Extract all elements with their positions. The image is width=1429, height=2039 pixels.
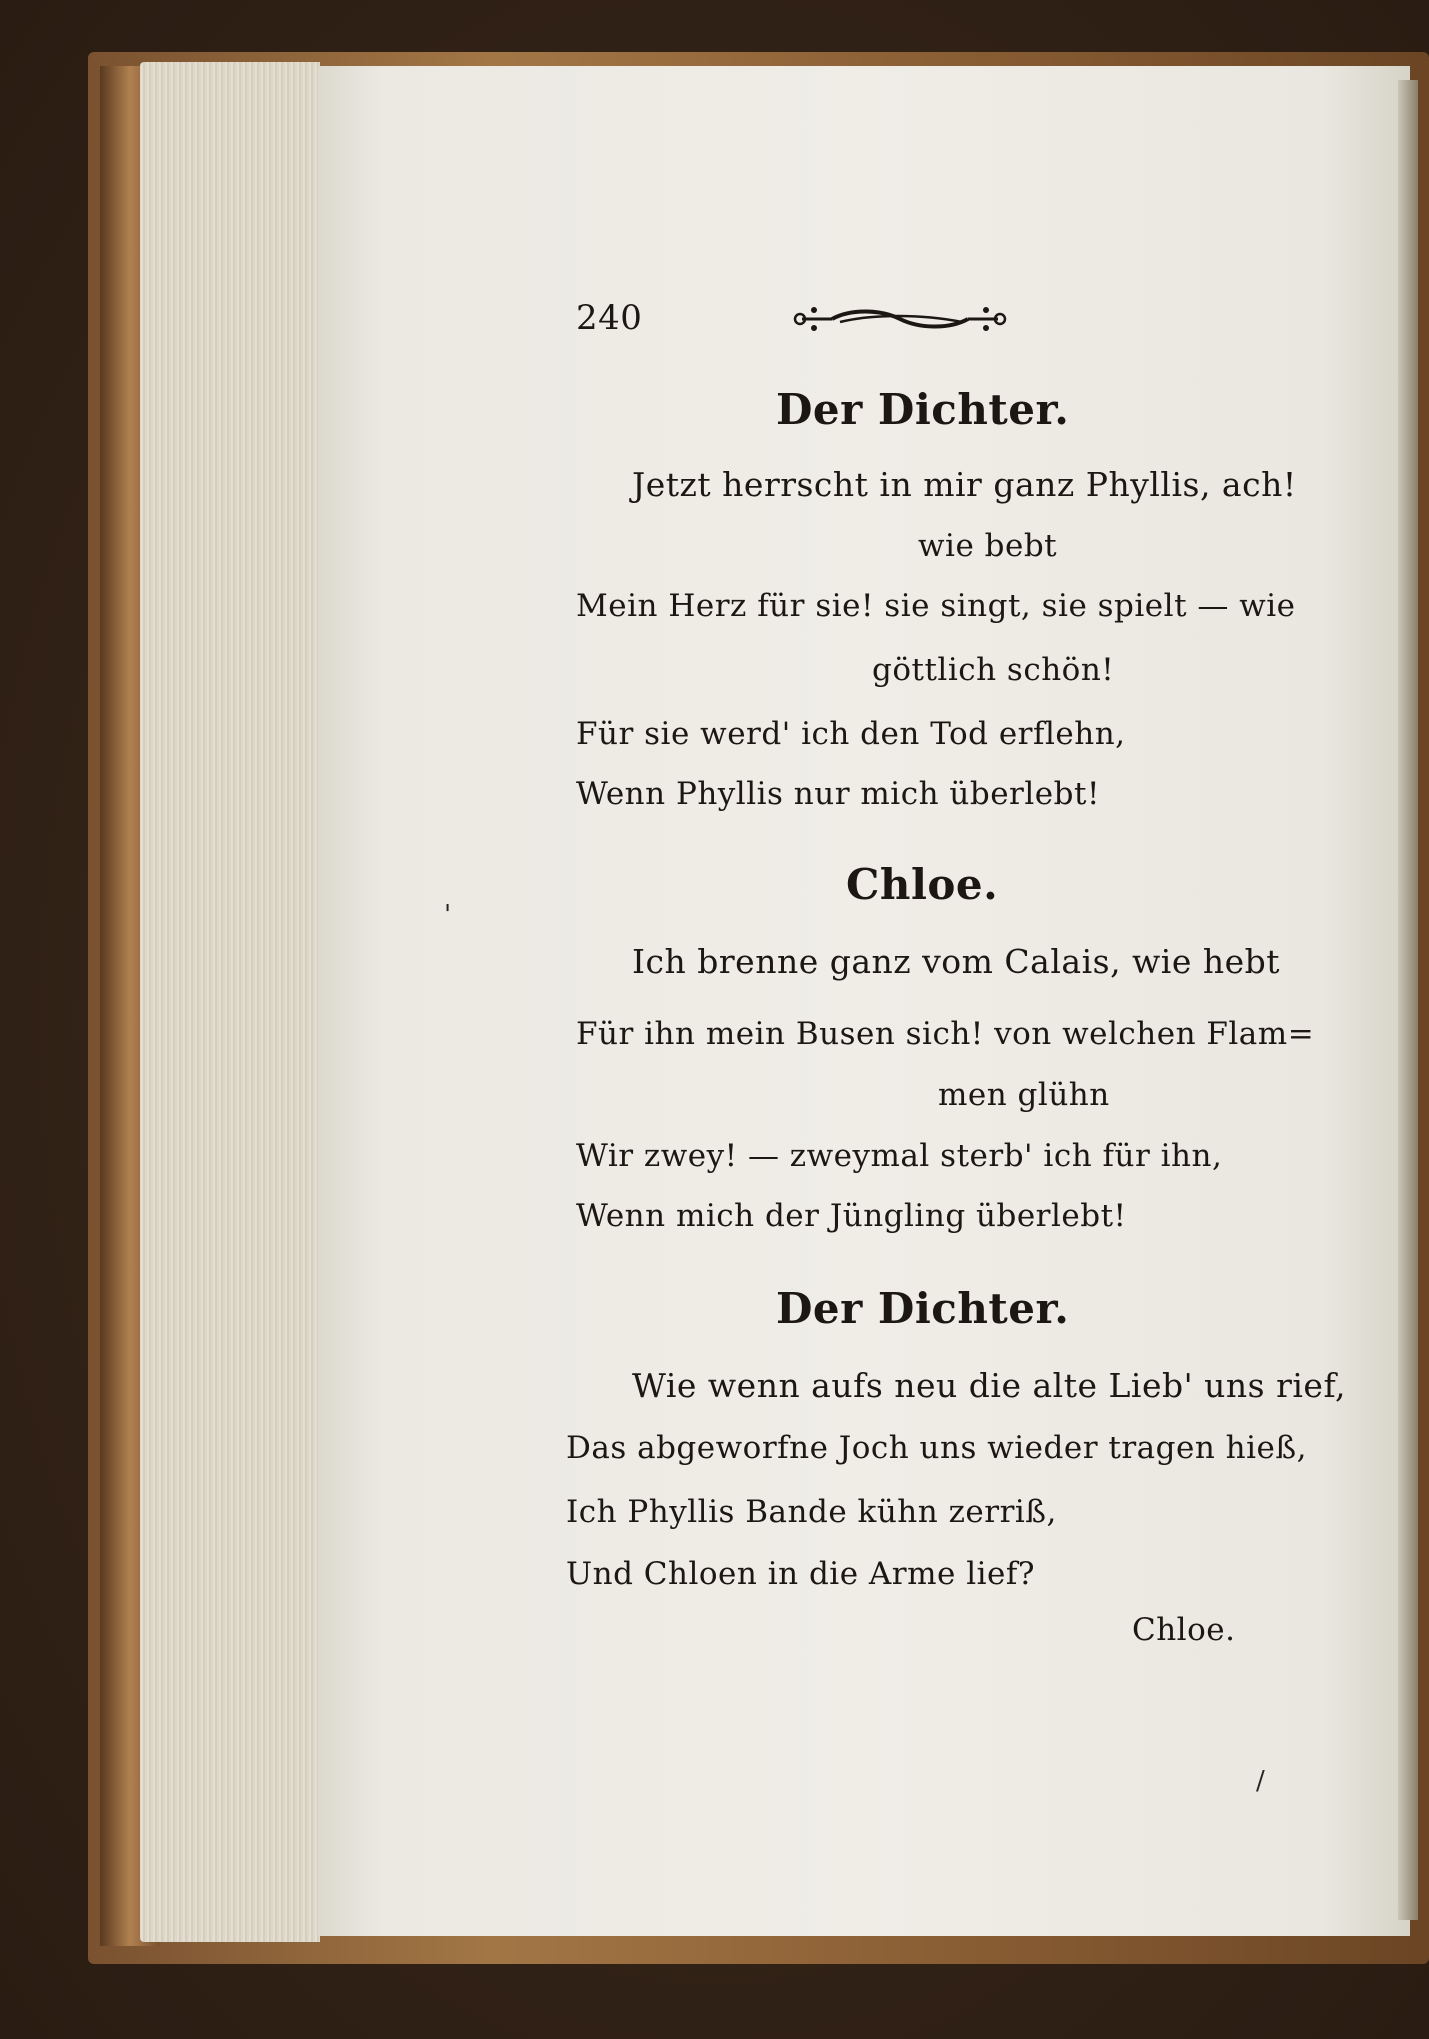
verse-line: Und Chloen in die Arme lief?	[566, 1556, 1035, 1592]
ink-mark: /	[1256, 1766, 1265, 1796]
verse-line: men glühn	[938, 1077, 1110, 1113]
verse-line: wie bebt	[918, 528, 1058, 564]
section-heading: Der Dichter.	[776, 1284, 1070, 1333]
verse-line: Wie wenn aufs neu die alte Lieb' uns rief,	[632, 1366, 1346, 1405]
section-heading: Chloe.	[846, 860, 999, 909]
page-number: 240	[576, 298, 643, 338]
verse-line: göttlich schön!	[872, 652, 1115, 688]
verse-line: Wir zwey! — zweymal sterb' ich für ihn,	[576, 1138, 1223, 1174]
verse-line: Ich brenne ganz vom Calais, wie hebt	[632, 942, 1281, 981]
verse-line: Das abgeworfne Joch uns wieder tragen hieß,	[566, 1430, 1307, 1466]
verse-line: Für sie werd' ich den Tod erflehn,	[576, 716, 1126, 752]
page-stack-edges	[140, 62, 320, 1942]
ink-mark: '	[444, 900, 452, 930]
verse-line: Jetzt herrscht in mir ganz Phyllis, ach!	[632, 465, 1297, 504]
verse-line: Wenn mich der Jüngling überlebt!	[576, 1198, 1127, 1234]
verse-line: Für ihn mein Busen sich! von welchen Flam=	[576, 1016, 1315, 1052]
page-gutter	[1398, 80, 1418, 1920]
verse-line: Wenn Phyllis nur mich überlebt!	[576, 776, 1100, 812]
catchword: Chloe.	[1132, 1612, 1236, 1648]
section-heading: Der Dichter.	[776, 385, 1070, 434]
ornament-icon	[792, 300, 1008, 338]
verse-line: Ich Phyllis Bande kühn zerriß,	[566, 1494, 1057, 1530]
book-page	[318, 66, 1410, 1936]
verse-line: Mein Herz für sie! sie singt, sie spielt — wie	[576, 588, 1296, 624]
